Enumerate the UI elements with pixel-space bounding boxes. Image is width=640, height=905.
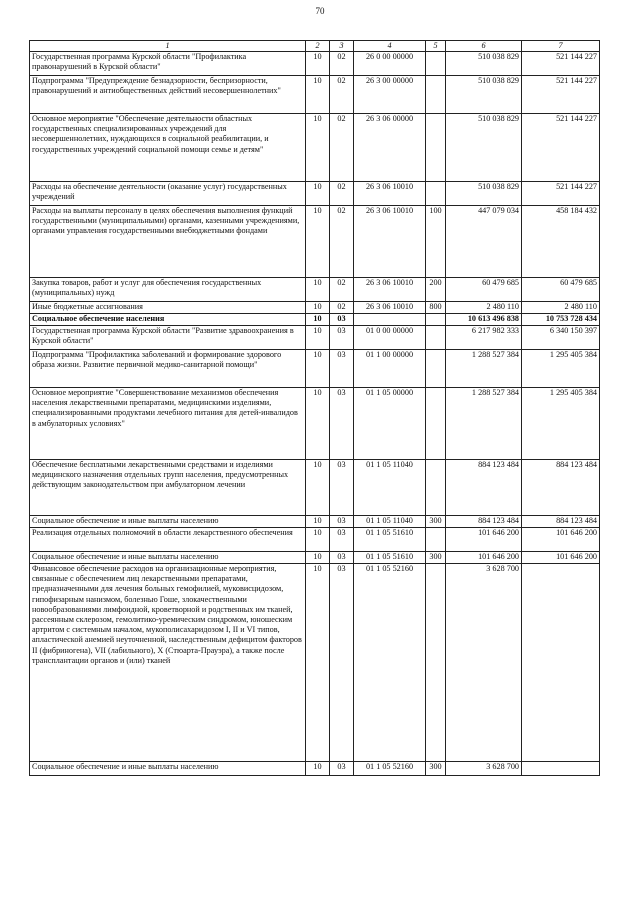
row-amount-year-1: 884 123 484 <box>446 460 522 516</box>
row-expense-type <box>426 314 446 326</box>
budget-table <box>29 40 600 776</box>
row-amount-year-2: 10 753 728 434 <box>522 314 600 326</box>
row-name: Основное мероприятие "Совершенствование механизмов обеспечения населения лекарственными препаратами, медицинскими изделиями, специализированными продуктами лечебного питания для детей-инвалидов в амбулаторных условиях" <box>30 388 306 460</box>
row-target-article: 01 1 00 00000 <box>354 350 426 388</box>
row-section: 10 <box>306 552 330 564</box>
row-amount-year-1: 6 217 982 333 <box>446 326 522 350</box>
row-subsection: 03 <box>330 564 354 762</box>
row-amount-year-1: 3 628 700 <box>446 564 522 762</box>
row-section: 10 <box>306 564 330 762</box>
row-amount-year-2: 60 479 685 <box>522 278 600 302</box>
row-name: Расходы на обеспечение деятельности (оказание услуг) государственных учреждений <box>30 182 306 206</box>
row-subsection: 03 <box>330 516 354 528</box>
row-expense-type: 200 <box>426 278 446 302</box>
row-target-article <box>354 314 426 326</box>
row-subsection: 02 <box>330 52 354 76</box>
row-section: 10 <box>306 516 330 528</box>
row-subsection: 03 <box>330 314 354 326</box>
row-expense-type <box>426 460 446 516</box>
row-target-article: 01 1 05 11040 <box>354 516 426 528</box>
header-col-4: 4 <box>354 41 426 52</box>
row-amount-year-2: 6 340 150 397 <box>522 326 600 350</box>
row-amount-year-2: 101 646 200 <box>522 552 600 564</box>
row-section: 10 <box>306 206 330 278</box>
row-name: Государственная программа Курской области "Развитие здравоохранения в Курской области" <box>30 326 306 350</box>
table-row <box>30 552 600 564</box>
row-expense-type: 800 <box>426 302 446 314</box>
table-row <box>30 278 600 302</box>
row-amount-year-1: 510 038 829 <box>446 76 522 114</box>
row-section: 10 <box>306 460 330 516</box>
row-amount-year-1: 2 480 110 <box>446 302 522 314</box>
row-subsection: 02 <box>330 278 354 302</box>
row-expense-type: 300 <box>426 516 446 528</box>
row-name: Социальное обеспечение и иные выплаты населению <box>30 762 306 776</box>
row-subsection: 03 <box>330 528 354 552</box>
row-expense-type: 100 <box>426 206 446 278</box>
row-section: 10 <box>306 302 330 314</box>
row-subsection: 02 <box>330 76 354 114</box>
row-expense-type <box>426 182 446 206</box>
table-row <box>30 528 600 552</box>
row-expense-type <box>426 350 446 388</box>
row-subsection: 02 <box>330 302 354 314</box>
row-amount-year-1: 510 038 829 <box>446 52 522 76</box>
row-amount-year-1: 510 038 829 <box>446 182 522 206</box>
row-target-article: 26 3 06 10010 <box>354 278 426 302</box>
row-expense-type <box>426 52 446 76</box>
row-name: Расходы на выплаты персоналу в целях обеспечения выполнения функций государственными (муниципальными) органами, казенными учреждениями, органами управления государственными внебюджетными фондами <box>30 206 306 278</box>
row-amount-year-2: 521 144 227 <box>522 76 600 114</box>
row-expense-type <box>426 76 446 114</box>
row-target-article: 26 3 00 00000 <box>354 76 426 114</box>
row-amount-year-1: 101 646 200 <box>446 528 522 552</box>
row-target-article: 01 0 00 00000 <box>354 326 426 350</box>
row-name: Закупка товаров, работ и услуг для обеспечения государственных (муниципальных) нужд <box>30 278 306 302</box>
row-subsection: 03 <box>330 326 354 350</box>
table-header-row <box>30 41 600 52</box>
row-amount-year-2: 521 144 227 <box>522 52 600 76</box>
table-row <box>30 564 600 762</box>
table-row <box>30 314 600 326</box>
row-expense-type: 300 <box>426 762 446 776</box>
row-subsection: 02 <box>330 182 354 206</box>
row-expense-type <box>426 114 446 182</box>
row-amount-year-1: 884 123 484 <box>446 516 522 528</box>
table-row <box>30 762 600 776</box>
row-section: 10 <box>306 278 330 302</box>
row-amount-year-2: 884 123 484 <box>522 460 600 516</box>
row-name: Социальное обеспечение и иные выплаты населению <box>30 552 306 564</box>
row-expense-type <box>426 326 446 350</box>
row-section: 10 <box>306 326 330 350</box>
header-col-2: 2 <box>306 41 330 52</box>
row-name: Обеспечение бесплатными лекарственными средствами и изделиями медицинского назначения отдельных групп населения, предусмотренных действующим законодательством при амбулаторном лечении <box>30 460 306 516</box>
row-name: Иные бюджетные ассигнования <box>30 302 306 314</box>
row-section: 10 <box>306 52 330 76</box>
row-target-article: 01 1 05 52160 <box>354 762 426 776</box>
row-amount-year-2: 884 123 484 <box>522 516 600 528</box>
table-row <box>30 52 600 76</box>
row-section: 10 <box>306 350 330 388</box>
table-row <box>30 182 600 206</box>
row-section: 10 <box>306 762 330 776</box>
header-col-1: 1 <box>30 41 306 52</box>
row-expense-type: 300 <box>426 552 446 564</box>
row-name: Финансовое обеспечение расходов на организационные мероприятия, связанные с обеспечением лиц лекарственными препаратами, предназначенными для лечения больных гемофилией, муковисцидозом, гипофизарным нанизмом, болезнью Гоше, злокачественными новообразованиями лимфоидной, кроветворной и родственных им тканей, рассеянным склерозом, гемолитико-уремическим синдромом, юношеским артритом с системным началом, мукополисахаридозом I, II и VI типов, апластической анемией неуточненной, наследственным дефицитом факторов II (фибриногена), VII (лабильного), X (Стюарта-Прауэра), а также после трансплантации органов и (или) тканей <box>30 564 306 762</box>
row-subsection: 03 <box>330 388 354 460</box>
table-row <box>30 206 600 278</box>
row-subsection: 02 <box>330 114 354 182</box>
row-expense-type <box>426 564 446 762</box>
table-row <box>30 302 600 314</box>
row-target-article: 26 3 06 00000 <box>354 114 426 182</box>
row-amount-year-1: 1 288 527 384 <box>446 388 522 460</box>
table-row <box>30 460 600 516</box>
row-subsection: 03 <box>330 762 354 776</box>
row-target-article: 01 1 05 51610 <box>354 528 426 552</box>
row-section: 10 <box>306 182 330 206</box>
table-row <box>30 76 600 114</box>
row-name: Основное мероприятие "Обеспечение деятельности областных государственных специализированных учреждений для несовершеннолетних, нуждающихся в социальной реабилитации, и государственных учреждений социальной помощи семье и детям" <box>30 114 306 182</box>
row-section: 10 <box>306 388 330 460</box>
table-row <box>30 388 600 460</box>
row-amount-year-2: 1 295 405 384 <box>522 350 600 388</box>
row-expense-type <box>426 388 446 460</box>
row-amount-year-1: 3 628 700 <box>446 762 522 776</box>
row-name: Социальное обеспечение населения <box>30 314 306 326</box>
row-expense-type <box>426 528 446 552</box>
row-amount-year-1: 101 646 200 <box>446 552 522 564</box>
row-subsection: 02 <box>330 206 354 278</box>
row-name: Подпрограмма "Предупреждение безнадзорности, беспризорности, правонарушений и антиобщественных действий несовершеннолетних" <box>30 76 306 114</box>
row-amount-year-2: 1 295 405 384 <box>522 388 600 460</box>
row-amount-year-2 <box>522 564 600 762</box>
row-target-article: 01 1 05 00000 <box>354 388 426 460</box>
row-amount-year-2: 521 144 227 <box>522 114 600 182</box>
row-target-article: 26 3 06 10010 <box>354 206 426 278</box>
row-amount-year-2: 458 184 432 <box>522 206 600 278</box>
row-name: Подпрограмма "Профилактика заболеваний и формирование здорового образа жизни. Развитие первичной медико-санитарной помощи" <box>30 350 306 388</box>
row-amount-year-1: 10 613 496 838 <box>446 314 522 326</box>
row-amount-year-2: 101 646 200 <box>522 528 600 552</box>
row-target-article: 01 1 05 52160 <box>354 564 426 762</box>
row-target-article: 26 3 06 10010 <box>354 182 426 206</box>
row-name: Государственная программа Курской области "Профилактика правонарушений в Курской области" <box>30 52 306 76</box>
row-target-article: 01 1 05 51610 <box>354 552 426 564</box>
row-subsection: 03 <box>330 460 354 516</box>
row-section: 10 <box>306 314 330 326</box>
row-section: 10 <box>306 114 330 182</box>
row-target-article: 01 1 05 11040 <box>354 460 426 516</box>
header-col-3: 3 <box>330 41 354 52</box>
row-amount-year-1: 510 038 829 <box>446 114 522 182</box>
header-col-5: 5 <box>426 41 446 52</box>
page-number: 70 <box>315 6 325 16</box>
row-amount-year-2: 521 144 227 <box>522 182 600 206</box>
header-col-7: 7 <box>522 41 600 52</box>
header-col-6: 6 <box>446 41 522 52</box>
table-row <box>30 326 600 350</box>
row-subsection: 03 <box>330 552 354 564</box>
row-name: Социальное обеспечение и иные выплаты населению <box>30 516 306 528</box>
row-amount-year-2: 2 480 110 <box>522 302 600 314</box>
row-name: Реализация отдельных полномочий в области лекарственного обеспечения <box>30 528 306 552</box>
row-target-article: 26 3 06 10010 <box>354 302 426 314</box>
row-amount-year-1: 1 288 527 384 <box>446 350 522 388</box>
row-target-article: 26 0 00 00000 <box>354 52 426 76</box>
table-row <box>30 350 600 388</box>
row-amount-year-1: 60 479 685 <box>446 278 522 302</box>
row-amount-year-2 <box>522 762 600 776</box>
table-row <box>30 114 600 182</box>
row-subsection: 03 <box>330 350 354 388</box>
row-section: 10 <box>306 76 330 114</box>
row-section: 10 <box>306 528 330 552</box>
row-amount-year-1: 447 079 034 <box>446 206 522 278</box>
table-row <box>30 516 600 528</box>
